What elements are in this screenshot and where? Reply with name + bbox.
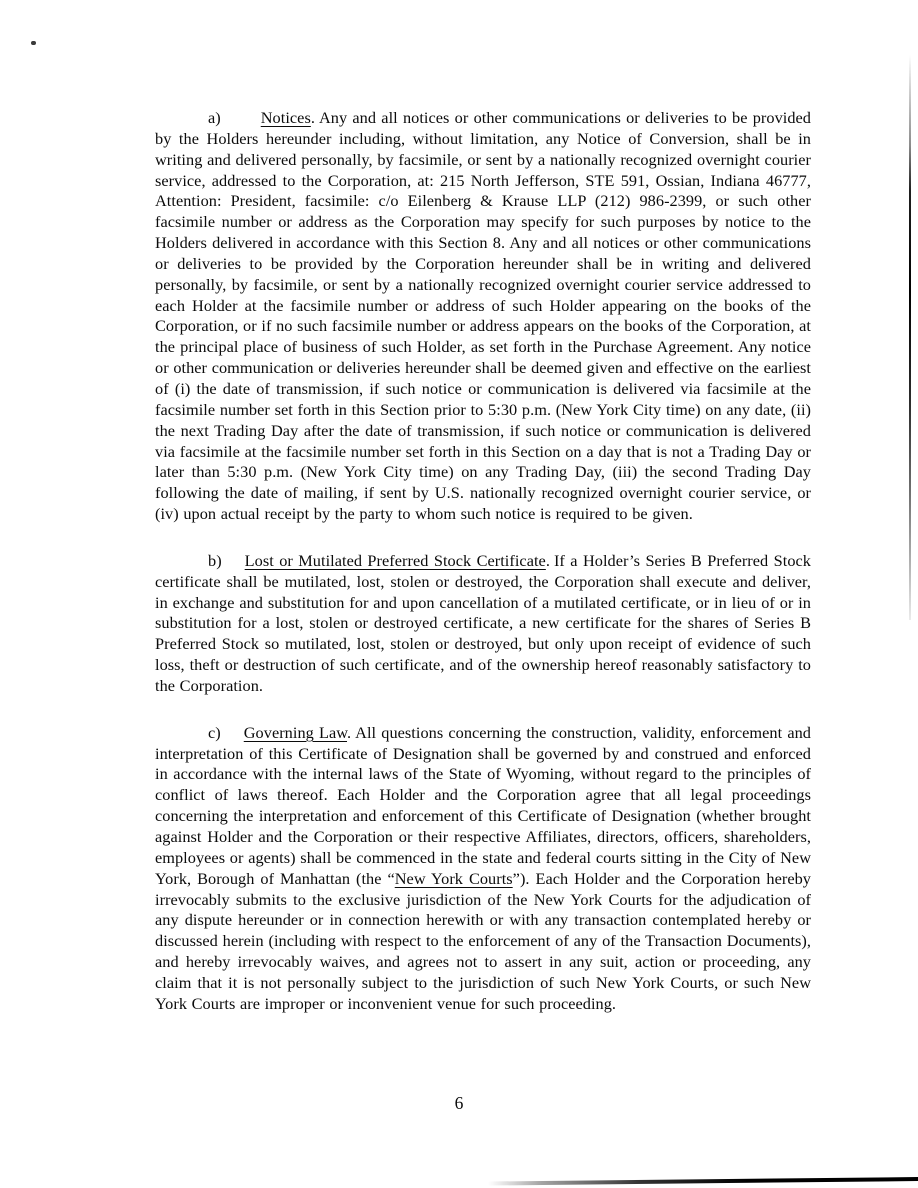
paragraph-heading: Lost or Mutilated Preferred Stock Certificate: [244, 550, 546, 570]
paragraph-label: a): [208, 108, 221, 127]
paragraph-notices: [155, 108, 811, 525]
heading-punctuation: .: [310, 108, 315, 127]
defined-term-new-york-courts: New York Courts: [394, 868, 513, 888]
page-number: 6: [454, 1093, 464, 1113]
heading-punctuation: .: [347, 722, 352, 742]
paragraph-label: b): [208, 550, 222, 570]
paragraph-heading: Governing Law: [243, 722, 348, 742]
scan-right-edge-line-artifact: [909, 55, 911, 620]
heading-punctuation: .: [545, 550, 550, 570]
paragraph-body: If a Holder’s Series B Preferred Stock certificate shall be mutilated, lost, stolen or destroyed, the Corporation shall execute and deliver, in exchange and substitution for and upon cancellation of a mutilated certificate, or in lieu of or in substitution for a lost, stolen or destroyed certificate, a new certificate for the shares of Series B Preferred Stock so mutilated, lost, stolen or destroyed, but only upon receipt of evidence of such loss, theft or destruction of such certificate, and of the ownership hereof reasonably satisfactory to the Corporation.: [155, 550, 811, 695]
tab-spacer: [222, 565, 245, 566]
scan-bottom-edge-line-artifact: [488, 1177, 918, 1185]
scan-speck-artifact: [31, 41, 36, 45]
paragraph-body: Any and all notices or other communications or deliveries to be provided by the Holders hereunder including, without limitation, any Notice of Conversion, shall be in writing and delivered personally, by facsimile, or sent by a nationally recognized overnight courier service, addressed to the Corporation, at: 215 North Jefferson, STE 591, Ossian, Indiana 46777, Attention: President, facsimile: c/o Eilenberg & Krause LLP (212) 986-2399, or such other facsimile number or address as the Corporation may specify for such purposes by notice to the Holders delivered in accordance with this Section 8. Any and all notices or other communications or deliveries to be provided by the Corporation hereunder shall be in writing and delivered personally, by facsimile, or sent by a nationally recognized overnight courier service addressed to each Holder at the facsimile number or address of such Holder appearing on the books of the Corporation, or if no such facsimile number or address appears on the books of the Corporation, at the principal place of business of such Holder, as set forth in the Purchase Agreement. Any notice or other communication or deliveries hereunder shall be deemed given and effective on the earliest of (i) the date of transmission, if such notice or communication is delivered via facsimile at the facsimile number set forth in this Section prior to 5:30 p.m. (New York City time) on any date, (ii) the next Trading Day after the date of transmission, if such notice or communication is delivered via facsimile at the facsimile number set forth in this Section on a day that is not a Trading Day or later than 5:30 p.m. (New York City time) on any Trading Day, (iii) the second Trading Day following the date of mailing, if sent by U.S. nationally recognized overnight courier service, or (iv) upon actual receipt by the party to whom such notice is required to be given.: [155, 108, 811, 524]
paragraph-lost-or-mutilated-certificate: [155, 551, 811, 697]
paragraph-body-before-defined-term: All questions concerning the construction, validity, enforcement and interpretation of this Certificate of Designation shall be governed by and construed and enforced in accordance with the internal laws of the State of Wyoming, without regard to the principles of conflict of laws thereof. Each Holder and the Corporation agree that all legal proceedings concerning the interpretation and enforcement of this Certificate of Designation (whether brought against Holder and the Corporation or their respective Affiliates, directors, officers, shareholders, employees or agents) shall be commenced in the state and federal courts sitting in the City of New York, Borough of Manhattan (the “: [155, 722, 811, 888]
document-body: [155, 108, 811, 1015]
paragraph-body-after-defined-term: ”). Each Holder and the Corporation hereby irrevocably submits to the exclusive jurisdiction of the New York Courts for the adjudication of any dispute hereunder or in connection herewith or with any transaction contemplated hereby or discussed herein (including with respect to the enforcement of any of the Transaction Documents), and hereby irrevocably waives, and agrees not to assert in any suit, action or proceeding, any claim that it is not personally subject to the jurisdiction of such New York Courts, or such New York Courts are improper or inconvenient venue for such proceeding.: [155, 868, 811, 1013]
tab-spacer: [221, 737, 244, 738]
tab-spacer: [221, 122, 261, 123]
paragraph-heading: Notices: [260, 108, 311, 127]
paragraph-governing-law: [155, 723, 811, 1015]
paragraph-label: c): [208, 722, 221, 742]
